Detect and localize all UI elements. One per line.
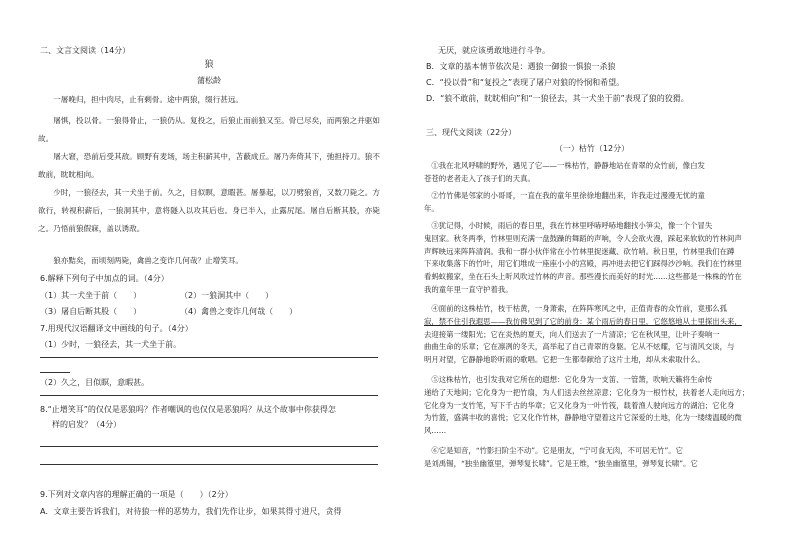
q6-item-3: （3）屠自后断其股（ ）: [40, 307, 142, 316]
q7-item-1: （1）少时，一狼径去，其一犬坐于前。: [40, 340, 182, 349]
q6-item-1: （1）其一犬坐于前（ ）: [40, 291, 142, 300]
q6-stem: 6.解释下列句子中加点的词。（4分）: [40, 274, 169, 283]
modern-paragraph-3: ③犹记得，小时候，雨后的春日里，我在竹林里呼哧呼哧地翻找小笋尖，像一个个冒失 鬼回家。秋冬两季，竹林里则充满一盘鼓躁的舞蹈的声响，令人会欲火漫，踩起来软软的竹林间声 声辉映远来阵阵清润。我和一群小伙伴常在小竹林里捉迷藏、砍竹哨。秋日里，竹林里我们在蹲 下来收集落下的竹叶，用它们堆成一座座小小的宫殿，再冲进去把它们踩得沙沙响。我们在竹林里 看蚂蚁搬家，坐在石头上听风吹过竹林的声音。那些漫长而美好的时光……这些都是一株株的竹在 我的童年里一直守护着我。: [424, 221, 742, 294]
poem-author: 蒲松龄: [197, 76, 221, 85]
modern-paragraph-6: ⑥它是知音，“竹影扫阶尘不动”。它是朋友，“宁可食无肉，不可居无竹”。它 是刘禹锡，“独坐幽篁里，弹琴复长啸”。它是王维，“独坐幽篁里，弹琴复长啸”。它: [424, 446, 698, 468]
q7-stem: 7.用现代汉语翻译文中画线的句子。（4分）: [40, 324, 193, 333]
q9-option-c: C．“投以骨”和“复投之”表现了屠户对狼的怜悯和希望。: [426, 78, 625, 87]
section-heading-classical: 二、文言文阅读（14分）: [40, 46, 131, 55]
q6-item-4: （4）禽兽之变诈几何哉（ ）: [180, 307, 298, 316]
classical-paragraph-4: 少时，一狼径去，其一犬坐于前。久之，目似瞑，意暇甚。屠暴起，以刀劈狼首，又数刀毙之。方欲行，转视积薪后，一狼洞其中，意将隧入以攻其后也。身已半入，止露尻尾。屠自后断其股，亦毙之。乃悟前狼假寐，盖以诱敌。: [38, 188, 380, 233]
q8-line-1: 8.“止增笑耳”的仅仅是恶狼吗？作者嘲讽的也仅仅是恶狼吗？从这个故事中你获得怎: [40, 405, 336, 414]
classical-paragraph-3: 屠大窘，恐前后受其敌。顾野有麦场，场主积薪其中，苫蔽成丘。屠乃奔倚其下，弛担持刀。狼不敢前，眈眈相向。: [38, 152, 380, 179]
answer-line-q7-1[interactable]: [40, 357, 378, 358]
classical-paragraph-2: 屠惧，投以骨。一狼得骨止，一狼仍从。复投之，后狼止而前狼又至。骨已尽矣，而两狼之并驱如故。: [38, 116, 380, 143]
answer-line-q7-2[interactable]: [40, 395, 378, 396]
q9-option-d: D．“狼不敢前，眈眈相向”和“一狼径去，其一犬坐于前”表现了狼的狡猾。: [426, 94, 689, 103]
answer-line-q7-1-tail[interactable]: [40, 372, 70, 373]
modern-paragraph-4: ④面前的这株枯竹，枝干枯黄，一身萧索，在阵阵寒风之中，正值青春的众竹前，竟那么孤 寂，禁不住引我遐思——我仿佛见到了它的前身：某个雨后的春日里，它悠悠地从土里探出头来， 去迎接第一缕阳光；它在炎热的夏天，向人们送去了一片清凉；它在秋风里，让叶子奏响一 曲曲生命的乐章；它在凛冽的冬天，高举起了自己青翠的身躯。它从不炫耀，它与清风交谈，与 明月对望，它静静地聆听雨的歌唱。它把一生都奉献给了这片土地，却从未索取什么。: [424, 304, 742, 365]
answer-line-q8-2[interactable]: [40, 464, 378, 465]
q7-item-2: （2）久之，目似瞑，意暇甚。: [40, 378, 150, 387]
article-title: （一）枯竹（12分）: [554, 144, 630, 153]
answer-line-q8-1[interactable]: [40, 446, 378, 447]
modern-paragraph-1: ①我在北风呼啸的野外，遇见了它——一株枯竹，静静地站在青翠的众竹前，像白发 苍苍的老者走入了孩子们的天真。: [424, 161, 705, 183]
modern-paragraph-5: ⑤这株枯竹，也引发我对它所在的遐想：它化身为一支笛、一管箫，吹响天籁将生命传 递给了天地间；它化身为一把竹扇，为人们送去丝丝凉意；它化身为一根竹杖，扶着老人走向远方； 它化身为一支竹笔，写下千古的华章；它又化身为一叶竹筏，载着渔人驶向远方的湖泊；它化身 为竹篮，盛满丰收的喜悦；它又化作竹林，静静地守望着这片它深爱的土地，化为一缕缕温暖的微 风……: [424, 375, 750, 436]
q9-option-a: A．文章主要告诉我们，对待狼一样的恶势力，我们先作让步，如果其得寸进尺，贪得: [40, 507, 342, 516]
modern-paragraph-2: ②竹竹佛是邻家的小哥哥，一直在我的童年里徐徐地翻出来，许我走过漫漫无忧的童 年。: [424, 191, 705, 213]
poem-title: 狼: [204, 60, 214, 70]
q8-line-2: 样的启发？（4分）: [52, 420, 122, 429]
classical-paragraph-1: 一屠晚归，担中肉尽，止有剩骨。途中两狼，缀行甚远。: [53, 95, 244, 104]
q6-item-2: （2）一狼洞其中（ ）: [180, 291, 274, 300]
section-heading-modern: 三、现代文阅读（22分）: [426, 128, 517, 137]
classical-paragraph-5: 狼亦黠矣，而顷刻两毙，禽兽之变诈几何哉？止增笑耳。: [53, 256, 244, 265]
q9-option-a-cont: 无厌，就应该勇敢地进行斗争。: [438, 46, 550, 55]
q9-option-b: B．文章的基本情节依次是：遇狼一御狼一惧狼一杀狼: [426, 62, 616, 71]
q9-stem: 9.下列对文章内容的理解正确的一项是（ ）（2分）: [40, 490, 233, 499]
